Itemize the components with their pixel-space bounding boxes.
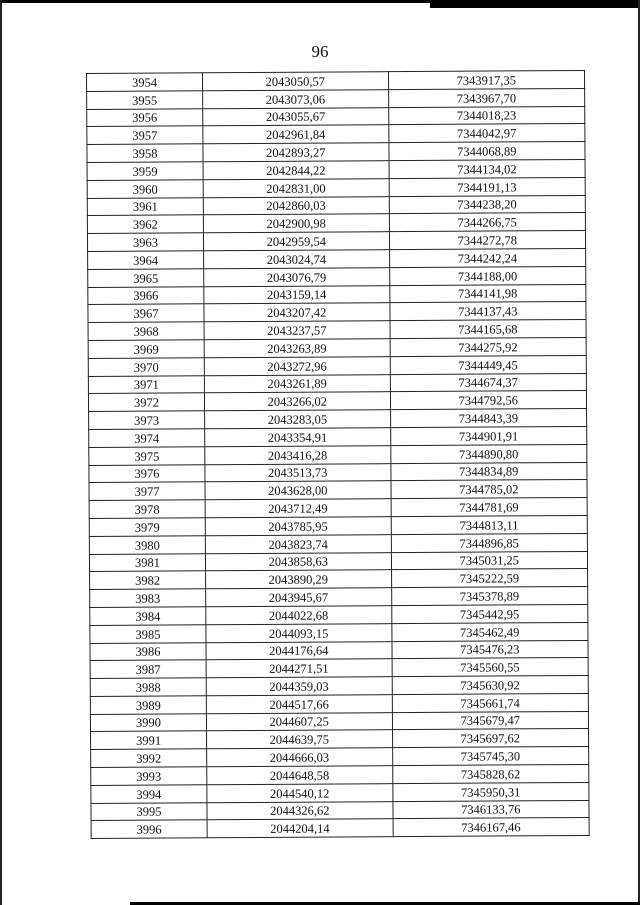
y-coordinate-cell: 7344188,00 [389,266,586,285]
table-row [88,337,586,358]
x-coordinate-cell: 2044022,68 [206,606,392,625]
table-row [87,142,585,163]
y-coordinate-cell: 7344785,02 [391,480,588,499]
table-row [88,248,586,269]
point-number-cell: 3967 [88,304,204,323]
point-number-cell: 3968 [88,322,204,341]
y-coordinate-cell: 7345378,89 [391,587,588,606]
table-row [89,426,587,447]
point-number-cell: 3983 [90,589,206,608]
point-number-cell: 3958 [87,144,203,163]
table-row [87,70,585,91]
point-number-cell: 3995 [91,802,207,821]
y-coordinate-cell: 7344674,37 [390,373,587,392]
y-coordinate-cell: 7345661,74 [392,693,589,712]
point-number-cell: 3985 [90,624,206,643]
page-number: 96 [311,42,329,61]
y-coordinate-cell: 7344191,13 [389,177,586,196]
y-coordinate-cell: 7344238,20 [389,195,586,214]
table-row [89,515,587,536]
table-row [88,302,586,323]
y-coordinate-cell: 7344834,89 [390,462,587,481]
x-coordinate-cell: 2043237,57 [204,321,390,340]
y-coordinate-cell: 7344813,11 [391,515,588,534]
table-row [90,676,588,697]
x-coordinate-cell: 2042831,00 [203,178,389,197]
scan-top-right-border [430,0,640,8]
point-number-cell: 3996 [91,820,207,839]
y-coordinate-cell: 7343967,70 [388,88,585,107]
x-coordinate-cell: 2044093,15 [206,623,392,642]
y-coordinate-cell: 7344141,98 [389,284,586,303]
x-coordinate-cell: 2043263,89 [204,339,390,358]
y-coordinate-cell: 7344890,80 [390,444,587,463]
point-number-cell: 3974 [89,429,205,448]
table-row [90,622,588,643]
table-row [89,498,587,519]
table-row [91,800,589,821]
y-coordinate-cell: 7344843,39 [390,409,587,428]
table-row [88,355,586,376]
y-coordinate-cell: 7345442,95 [391,604,588,623]
y-coordinate-cell: 7345745,30 [392,747,589,766]
y-coordinate-cell: 7344781,69 [391,498,588,517]
y-coordinate-cell: 7344137,43 [389,302,586,321]
y-coordinate-cell: 7343917,35 [388,70,585,89]
point-number-cell: 3973 [89,411,205,430]
y-coordinate-cell: 7345560,55 [392,658,589,677]
x-coordinate-cell: 2044639,75 [206,730,392,749]
x-coordinate-cell: 2043050,57 [202,72,388,91]
table-row [87,177,585,198]
x-coordinate-cell: 2043628,00 [205,481,391,500]
y-coordinate-cell: 7345031,25 [391,551,588,570]
x-coordinate-cell: 2043073,06 [203,89,389,108]
point-number-cell: 3989 [90,696,206,715]
point-number-cell: 3963 [87,233,203,252]
point-number-cell: 3972 [88,393,204,412]
x-coordinate-cell: 2043712,49 [205,499,391,518]
point-number-cell: 3993 [91,767,207,786]
y-coordinate-cell: 7346133,76 [392,800,589,819]
point-number-cell: 3977 [89,482,205,501]
point-number-cell: 3954 [87,73,203,92]
y-coordinate-cell: 7345697,62 [392,729,589,748]
point-number-cell: 3966 [88,286,204,305]
point-number-cell: 3987 [90,660,206,679]
table-row [87,106,585,127]
x-coordinate-cell: 2043858,63 [205,552,391,571]
point-number-cell: 3959 [87,162,203,181]
table-row [88,391,586,412]
x-coordinate-cell: 2043785,95 [205,517,391,536]
x-coordinate-cell: 2042900,98 [203,214,389,233]
point-number-cell: 3964 [88,251,204,270]
table-row [87,88,585,109]
x-coordinate-cell: 2044517,66 [206,695,392,714]
y-coordinate-cell: 7345828,62 [392,765,589,784]
table-row [90,693,588,714]
y-coordinate-cell: 7344901,91 [390,426,587,445]
x-coordinate-cell: 2043076,79 [204,267,390,286]
table-row [91,747,589,768]
table-row [91,782,589,803]
y-coordinate-cell: 7344242,24 [389,248,586,267]
x-coordinate-cell: 2044359,03 [206,677,392,696]
y-coordinate-cell: 7344018,23 [388,106,585,125]
table-row [91,729,589,750]
y-coordinate-cell: 7346167,46 [393,818,590,837]
x-coordinate-cell: 2043159,14 [204,285,390,304]
x-coordinate-cell: 2042860,03 [203,196,389,215]
y-coordinate-cell: 7344134,02 [389,159,586,178]
x-coordinate-cell: 2043513,73 [205,463,391,482]
y-coordinate-cell: 7345222,59 [391,569,588,588]
table-row [89,462,587,483]
table-row [89,533,587,554]
x-coordinate-cell: 2043266,02 [204,392,390,411]
y-coordinate-cell: 7344068,89 [388,142,585,161]
point-number-cell: 3965 [88,269,204,288]
point-number-cell: 3990 [90,713,206,732]
point-number-cell: 3991 [91,731,207,750]
table-row [90,604,588,625]
point-number-cell: 3986 [90,642,206,661]
y-coordinate-cell: 7345950,31 [392,782,589,801]
x-coordinate-cell: 2042959,54 [203,232,389,251]
point-number-cell: 3970 [88,358,204,377]
table-row [90,569,588,590]
x-coordinate-cell: 2043207,42 [204,303,390,322]
coordinates-table-body [87,70,590,838]
x-coordinate-cell: 2044176,64 [206,641,392,660]
table-row [88,373,586,394]
table-row [91,765,589,786]
point-number-cell: 3992 [91,749,207,768]
x-coordinate-cell: 2042893,27 [203,143,389,162]
y-coordinate-cell: 7345630,92 [392,676,589,695]
x-coordinate-cell: 2042844,22 [203,161,389,180]
table-row [91,818,589,839]
point-number-cell: 3976 [89,464,205,483]
point-number-cell: 3956 [87,108,203,127]
y-coordinate-cell: 7344896,85 [391,533,588,552]
y-coordinate-cell: 7344275,92 [390,337,587,356]
x-coordinate-cell: 2044204,14 [207,819,393,838]
point-number-cell: 3981 [89,553,205,572]
table-row [90,711,588,732]
point-number-cell: 3978 [89,500,205,519]
x-coordinate-cell: 2043823,74 [205,534,391,553]
x-coordinate-cell: 2044666,03 [207,748,393,767]
table-row [87,195,585,216]
y-coordinate-cell: 7344266,75 [389,213,586,232]
point-number-cell: 3994 [91,785,207,804]
table-row [87,124,585,145]
table-row [87,213,585,234]
y-coordinate-cell: 7345462,49 [391,622,588,641]
point-number-cell: 3961 [87,197,203,216]
point-number-cell: 3962 [87,215,203,234]
x-coordinate-cell: 2042961,84 [203,125,389,144]
y-coordinate-cell: 7345679,47 [392,711,589,730]
scan-left-border [0,0,2,905]
x-coordinate-cell: 2043272,96 [204,356,390,375]
table-row [87,231,585,252]
table-row [88,320,586,341]
table-row [89,444,587,465]
x-coordinate-cell: 2043354,91 [205,428,391,447]
table-row [90,587,588,608]
y-coordinate-cell: 7344449,45 [390,355,587,374]
x-coordinate-cell: 2044540,12 [207,784,393,803]
table-row [89,409,587,430]
point-number-cell: 3975 [89,447,205,466]
x-coordinate-cell: 2043055,67 [203,107,389,126]
point-number-cell: 3969 [88,340,204,359]
table-row [89,480,587,501]
point-number-cell: 3980 [89,535,205,554]
x-coordinate-cell: 2043024,74 [204,250,390,269]
table-row [90,640,588,661]
point-number-cell: 3984 [90,607,206,626]
x-coordinate-cell: 2044326,62 [207,801,393,820]
table-row [88,266,586,287]
point-number-cell: 3971 [88,375,204,394]
coordinates-table [86,70,590,839]
x-coordinate-cell: 2043261,89 [204,374,390,393]
x-coordinate-cell: 2044607,25 [206,712,392,731]
x-coordinate-cell: 2043890,29 [206,570,392,589]
y-coordinate-cell: 7344792,56 [390,391,587,410]
table-row [87,159,585,180]
y-coordinate-cell: 7345476,23 [392,640,589,659]
point-number-cell: 3982 [90,571,206,590]
point-number-cell: 3988 [90,678,206,697]
point-number-cell: 3960 [87,180,203,199]
point-number-cell: 3957 [87,126,203,145]
table-row [90,658,588,679]
y-coordinate-cell: 7344272,78 [389,231,586,250]
x-coordinate-cell: 2044648,58 [207,766,393,785]
point-number-cell: 3979 [89,518,205,537]
point-number-cell: 3955 [87,91,203,110]
table-row [89,551,587,572]
y-coordinate-cell: 7344042,97 [388,124,585,143]
x-coordinate-cell: 2043945,67 [206,588,392,607]
x-coordinate-cell: 2044271,51 [206,659,392,678]
y-coordinate-cell: 7344165,68 [390,320,587,339]
x-coordinate-cell: 2043416,28 [205,445,391,464]
x-coordinate-cell: 2043283,05 [205,410,391,429]
table-row [88,284,586,305]
